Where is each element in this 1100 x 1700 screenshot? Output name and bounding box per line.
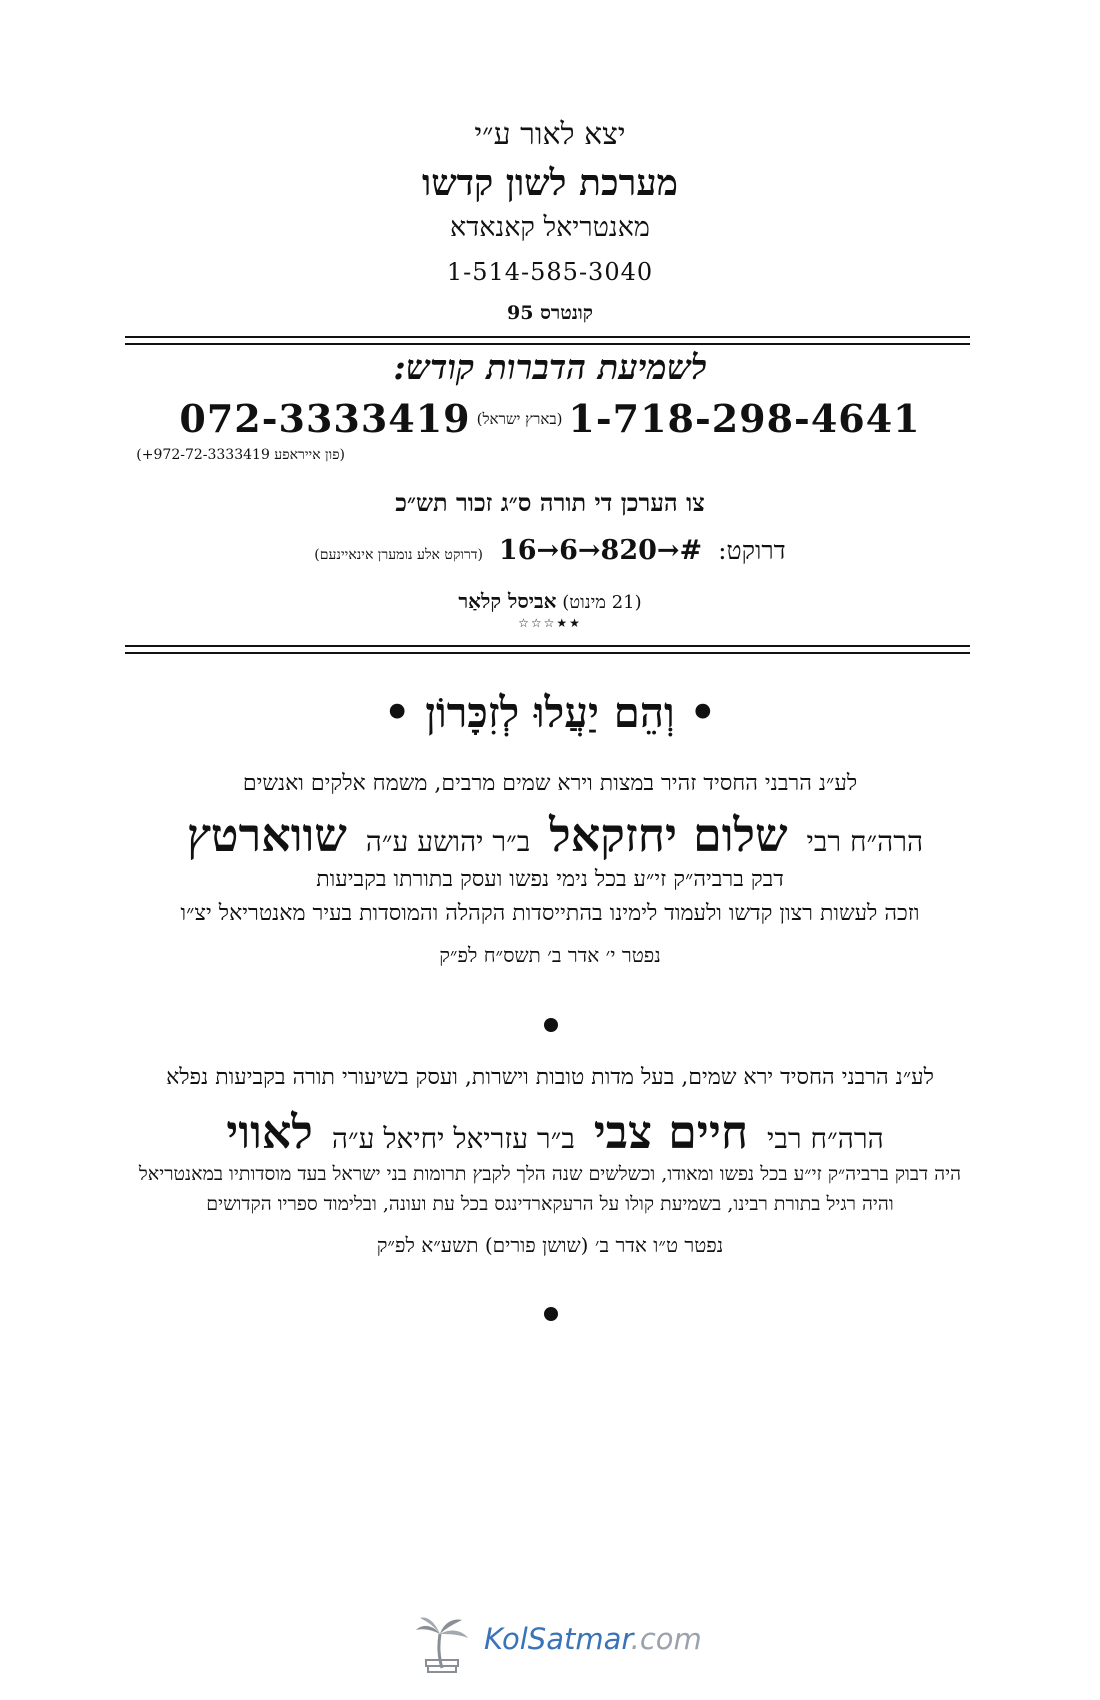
father-name: ב״ר עזריאל יחיאל ע״ה	[331, 1122, 575, 1155]
dial-sequence: 16→6→820→#	[498, 535, 703, 566]
memorial-2-text: היה דבוק ברביה״ק זי״ע בכל נפשו ומאודו, וכשלשים שנה הלך לקבץ תרומות בני ישראל בעד מוסדותיו במאנטריאל	[138, 1163, 962, 1185]
memorial-2-text: והיה רגיל בתורת רבינו, בשמיעת קולו על הרעקארדינגס בכל עת ועונה, ובלימוד ספריו הקדושים	[206, 1193, 894, 1215]
brand-tld: .com	[630, 1622, 702, 1656]
brand-name: KolSatmar	[484, 1622, 631, 1656]
international-note: (פון אייראפע 972-72-3333419+)	[136, 447, 345, 463]
issue-number: קונטרס 95	[507, 302, 593, 324]
palm-tree-books-icon	[412, 1614, 472, 1676]
memorial-2-intro: לע״נ הרבני החסיד ירא שמים, בעל מדות טובות וישרות, ועסק בשיעורי תורה בקביעות נפלא	[166, 1065, 934, 1090]
memorial-title: • וְהֵם יַעֲלוּ לְזִכָּרוֹן •	[383, 688, 717, 737]
memorial-1-date: נפטר י׳ אדר ב׳ תשס״ח לפ״ק	[439, 943, 661, 967]
phone-israel: 072-3333419	[179, 396, 471, 441]
dial-instructions	[0, 535, 1100, 566]
given-name: חיים צבי	[593, 1105, 749, 1159]
father-name: ב״ר יהושע ע״ה	[365, 825, 531, 858]
memorial-1-text: וזכה לעשות רצון קדשו ולעמוד לימינו בהתייסדות הקהלה והמוסדות בעיר מאנטריאל יצ״ו	[180, 901, 920, 926]
divider	[125, 336, 970, 345]
phone-us: 1-718-298-4641	[568, 396, 921, 441]
memorial-1-intro: לע״נ הרבני החסיד זהיר במצות וירא שמים מרבים, משמח אלקים ואנשים	[242, 771, 858, 796]
publisher-name: מערכת לשון קדשו	[421, 162, 678, 204]
publisher-phone: 1-514-585-3040	[446, 258, 654, 286]
dial-note: (דרוקט אלע נומערן אינאיינעם)	[314, 547, 483, 563]
divider	[125, 645, 970, 654]
duration: (21 מינוט)	[562, 592, 642, 613]
memorial-1-text: דבק ברביה״ק זי״ע בכל נימי נפשו ועסק בתורתו בקביעות	[316, 867, 784, 892]
publisher-city: מאנטריאל קאנאדא	[450, 212, 650, 243]
duration-line	[0, 589, 1100, 614]
surname: לאווי	[226, 1105, 313, 1159]
phone-numbers	[0, 396, 1100, 441]
listen-heading: לשמיעת הדברות קודש:	[393, 348, 707, 388]
star-rating: ★★☆☆☆	[518, 616, 582, 630]
memorial-1-name	[0, 808, 1100, 862]
given-name: שלום יחזקאל	[549, 808, 788, 862]
name-prefix: הרה״ח רבי	[806, 825, 924, 858]
dial-label: דרוקט:	[718, 536, 786, 565]
bullet-separator	[544, 1018, 558, 1032]
talk-title: צו הערכן די תורה ס״ג זכור תש״כ	[395, 488, 705, 517]
site-brand[interactable]	[484, 1622, 702, 1656]
surname: שווארטץ	[186, 808, 347, 862]
publisher-intro: יצא לאור ע״י	[474, 117, 626, 152]
memorial-2-name	[0, 1105, 1100, 1159]
speaker-note: אביסל קלאַר	[458, 589, 557, 613]
israel-label: (בארץ ישראל)	[476, 410, 563, 428]
bullet-separator	[544, 1307, 558, 1321]
name-prefix: הרה״ח רבי	[767, 1122, 884, 1155]
memorial-2-date: נפטר ט״ו אדר ב׳ (שושן פורים) תשע״א לפ״ק	[376, 1233, 724, 1257]
